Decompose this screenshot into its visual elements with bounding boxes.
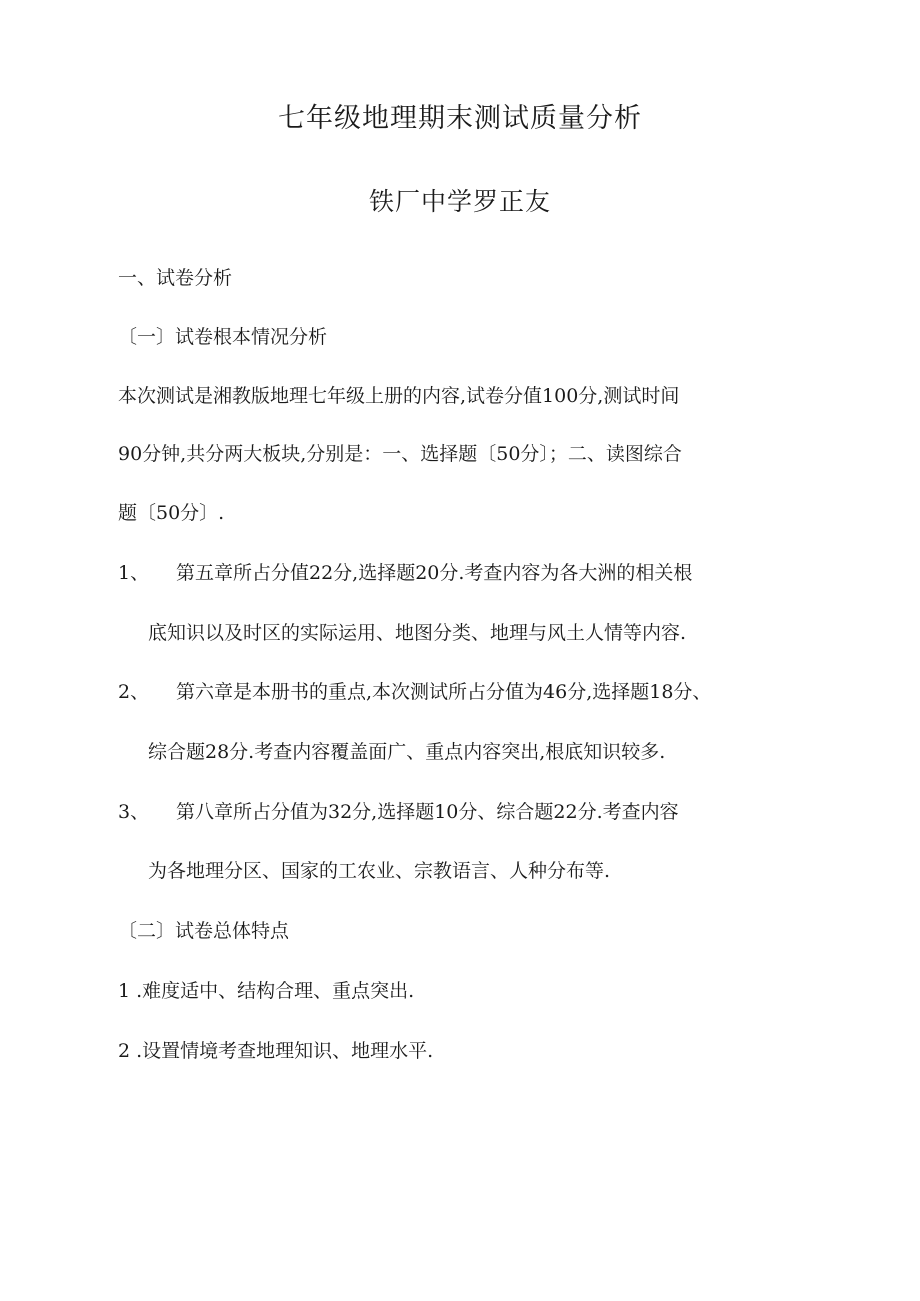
item-text-line-2: 为各地理分区、国家的工农业、宗教语言、人种分布等.: [148, 860, 611, 882]
document-title: 七年级地理期末测试质量分析: [278, 103, 642, 134]
feature-item: 1 .难度适中、结构合理、重点突出.: [118, 980, 415, 1002]
item-text-line-1: 第六章是本册书的重点,本次测试所占分值为46分,选择题18分、: [176, 681, 712, 703]
intro-line-3: 题〔50分〕.: [118, 502, 225, 524]
section-heading: 一、试卷分析: [118, 267, 233, 289]
subsection-heading: 〔二〕试卷总体特点: [118, 920, 290, 942]
item-number: 1、: [118, 562, 150, 584]
item-text-line-2: 底知识以及时区的实际运用、地图分类、地理与风土人情等内容.: [148, 622, 687, 644]
intro-line-2: 90分钟,共分两大板块,分别是：一、选择题〔50分〕；二、读图综合: [118, 443, 682, 465]
item-text-line-1: 第五章所占分值22分,选择题20分.考查内容为各大洲的相关根: [176, 562, 693, 584]
document-author: 铁厂中学罗正友: [368, 187, 551, 216]
subsection-heading: 〔一〕试卷根本情况分析: [118, 326, 328, 348]
feature-item: 2 .设置情境考查地理知识、地理水平.: [118, 1040, 434, 1062]
intro-line-1: 本次测试是湘教版地理七年级上册的内容,试卷分值100分,测试时间: [118, 385, 680, 407]
item-number: 2、: [118, 681, 150, 703]
item-number: 3、: [118, 801, 150, 823]
item-text-line-2: 综合题28分.考查内容覆盖面广、重点内容突出,根底知识较多.: [148, 741, 666, 763]
item-text-line-1: 第八章所占分值为32分,选择题10分、综合题22分.考查内容: [176, 801, 679, 823]
